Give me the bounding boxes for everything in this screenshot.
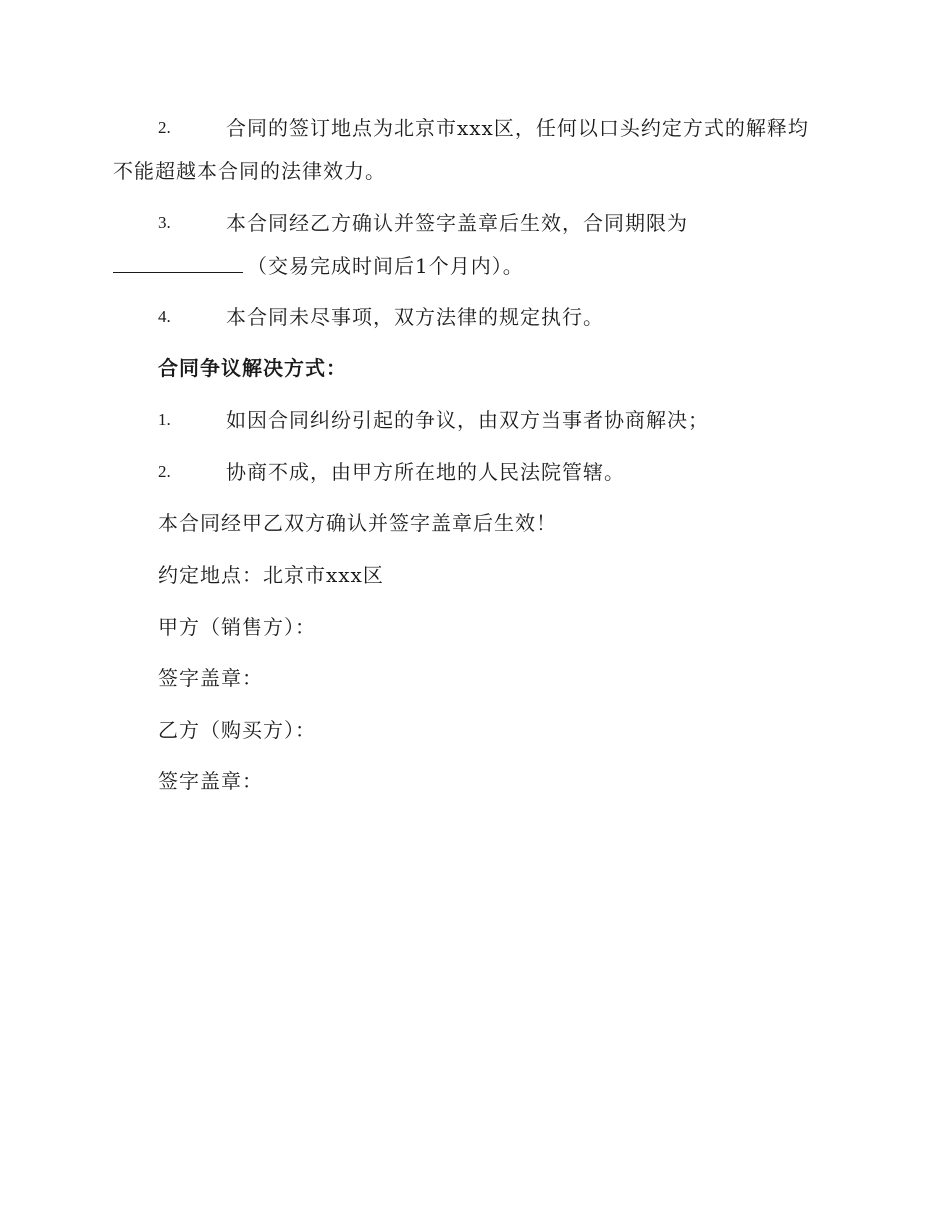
section-heading: 合同争议解决方式： [158,356,347,380]
clause-text-continued: 不能超越本合同的法律效力。 [113,159,386,183]
agreement-place: 约定地点：北京市xxx区 [158,563,384,587]
dispute-item-text: 如因合同纠纷引起的争议，由双方当事者协商解决； [226,408,709,432]
clause-text: 本合同经乙方确认并签字盖章后生效，合同期限为 [226,211,688,235]
term-note: （交易完成时间后1个月内）。 [247,254,524,278]
clause-number: 2. [158,118,171,137]
dispute-item-number: 2. [158,462,171,481]
party-b-label: 乙方（购买方）： [158,718,316,742]
clause-text: 本合同未尽事项，双方法律的规定执行。 [226,305,604,329]
clause-number: 3. [158,213,171,232]
party-b-signature-label: 签字盖章： [158,769,263,793]
effective-statement: 本合同经甲乙双方确认并签字盖章后生效！ [158,511,557,535]
party-a-signature-label: 签字盖章： [158,666,263,690]
fill-in-blank [113,254,243,273]
clause-text: 合同的签订地点为北京市xxx区，任何以口头约定方式的解释均 [226,116,809,140]
clause-number: 4. [158,307,171,326]
party-a-label: 甲方（销售方）： [158,615,316,639]
clause-text-continued [113,253,524,279]
dispute-item-text: 协商不成，由甲方所在地的人民法院管辖。 [226,460,625,484]
dispute-item-number: 1. [158,410,171,429]
